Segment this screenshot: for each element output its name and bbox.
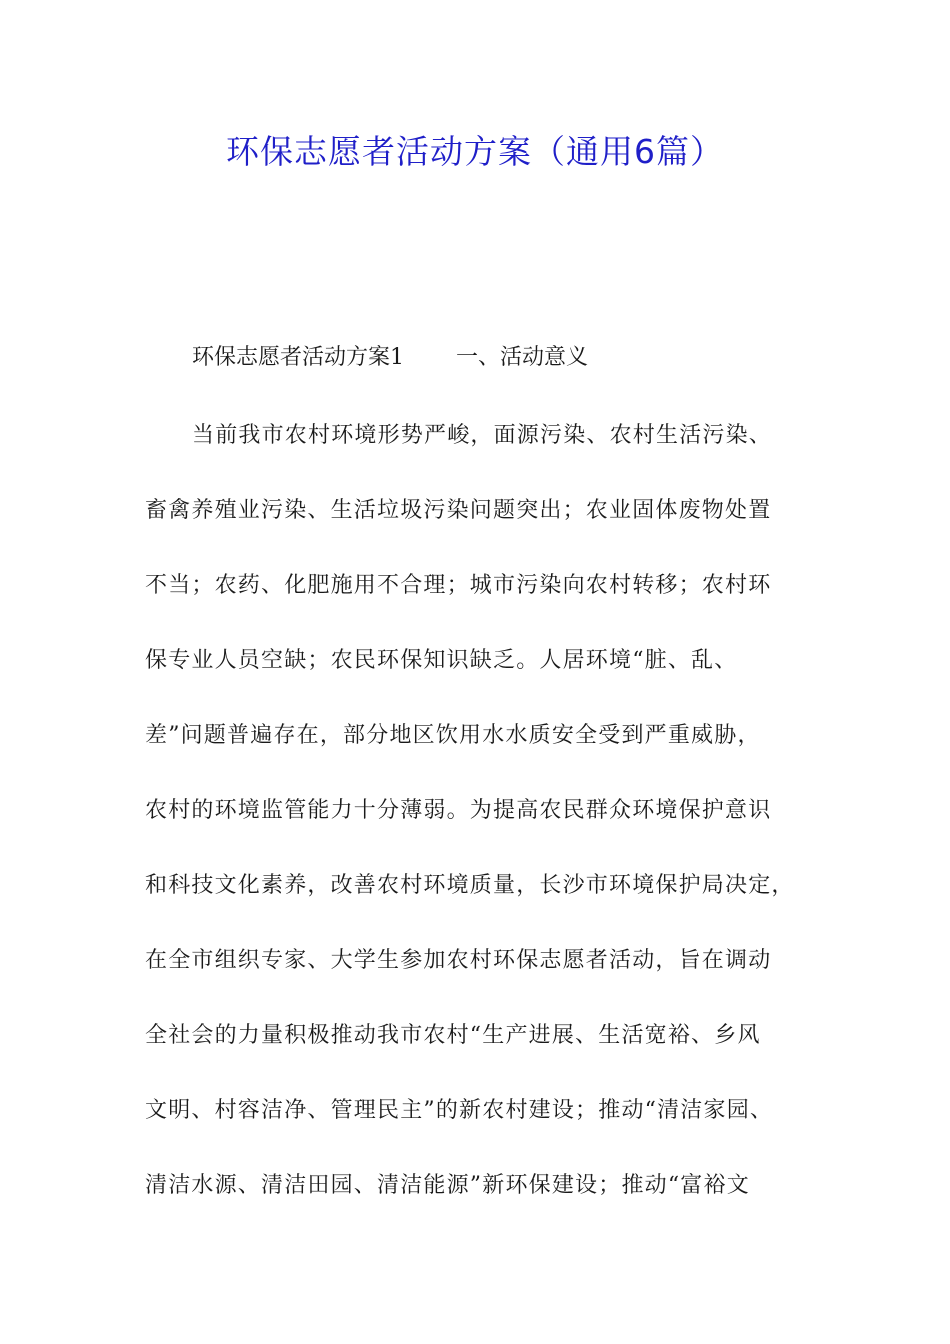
body-line: 差”问题普遍存在，部分地区饮用水水质安全受到严重威胁， xyxy=(145,723,761,748)
body-line: 保专业人员空缺；农民环保知识缺乏。人居环境“脏、乱、 xyxy=(145,648,738,673)
body-line: 文明、村容洁净、管理民主”的新农村建设；推动“清洁家园、 xyxy=(145,1098,774,1123)
body-line: 和科技文化素养，改善农村环境质量，长沙市环境保护局决定， xyxy=(145,873,795,898)
section-heading: 环保志愿者活动方案1 xyxy=(192,345,404,370)
body-line: 全社会的力量积极推动我市农村“生产进展、生活宽裕、乡风 xyxy=(145,1023,761,1048)
subsection-heading: 一、活动意义 xyxy=(456,345,589,370)
body-line: 畜禽养殖业污染、生活垃圾污染问题突出；农业固体废物处置 xyxy=(145,498,772,523)
document-title: 环保志愿者活动方案（通用6篇） xyxy=(226,132,724,171)
body-line: 不当；农药、化肥施用不合理；城市污染向农村转移；农村环 xyxy=(145,573,772,598)
body-line: 当前我市农村环境形势严峻，面源污染、农村生活污染、 xyxy=(192,423,773,448)
body-line: 农村的环境监管能力十分薄弱。为提高农民群众环境保护意识 xyxy=(145,798,772,823)
body-line: 在全市组织专家、大学生参加农村环保志愿者活动，旨在调动 xyxy=(145,948,772,973)
body-line: 清洁水源、清洁田园、清洁能源”新环保建设；推动“富裕文 xyxy=(145,1173,750,1198)
section-heading-line xyxy=(192,340,588,376)
body-paragraph xyxy=(145,418,825,1243)
